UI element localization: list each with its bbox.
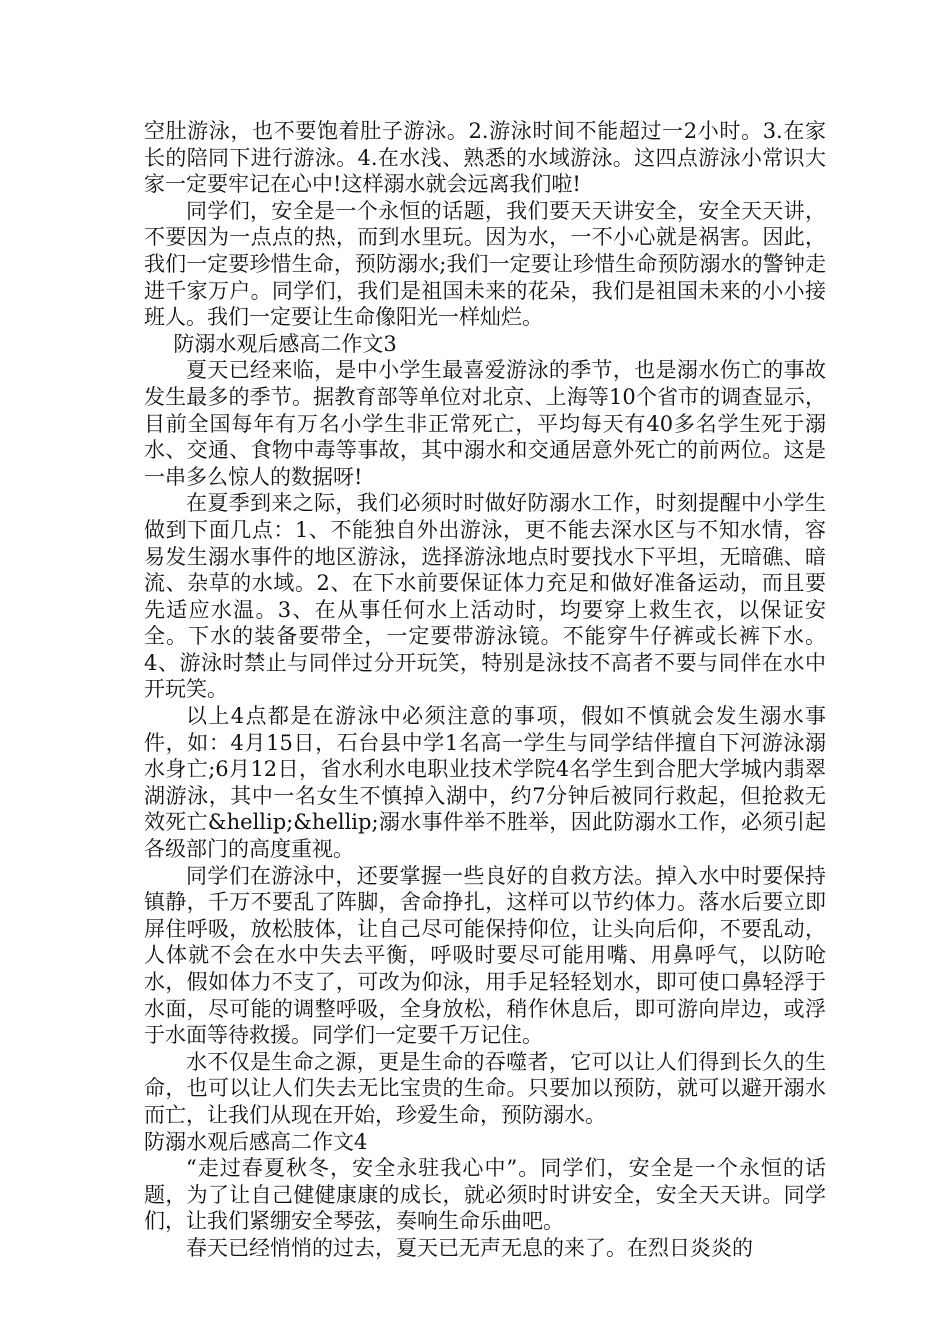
document-body	[144, 118, 826, 1262]
paragraph-water-life: 水不仅是生命之源，更是生命的吞噬者，它可以让人们得到长久的生命，也可以让人们失去无比宝贵的生命。只要加以预防，就可以避开溺水而亡，让我们从现在开始，珍爱生命，预防溺水。	[144, 1049, 826, 1127]
paragraph-four-seasons: “走过春夏秋冬，安全永驻我心中”。同学们，安全是一个永恒的话题，为了让自己健健康康的成长，就必须时时讲安全，安全天天讲。同学们，让我们紧绷安全琴弦，奏响生命乐曲吧。	[144, 1156, 826, 1234]
paragraph-prevention-points: 在夏季到来之际，我们必须时时做好防溺水工作，时刻提醒中小学生做到下面几点：1、不能独自外出游泳，更不能去深水区与不知水情，容易发生溺水事件的地区游泳，选择游泳地点时要找水下平坦，无暗礁、暗流、杂草的水域。2、在下水前要保证体力充足和做好准备运动，而且要先适应水温。3、在从事任何水上活动时，均要穿上救生衣，以保证安全。下水的装备要带全，一定要带游泳镜。不能穿牛仔裤或长裤下水。4、游泳时禁止与同伴过分开玩笑，特别是泳技不高者不要与同伴在水中开玩笑。	[144, 491, 826, 702]
paragraph-swim-tips: 空肚游泳，也不要饱着肚子游泳。2.游泳时间不能超过一2小时。3.在家长的陪同下进行游泳。4.在水浅、熟悉的水域游泳。这四点游泳小常识大家一定要牢记在心中!这样溺水就会远离我们啦!	[144, 119, 826, 197]
paragraph-spring-summer: 春天已经悄悄的过去，夏天已无声无息的来了。在烈日炎炎的	[186, 1235, 753, 1260]
essay-heading-3: 防溺水观后感高二作文3	[173, 331, 397, 356]
paragraph-summer-statistics: 夏天已经来临，是中小学生最喜爱游泳的季节，也是溺水伤亡的事故发生最多的季节。据教育部等单位对北京、上海等10个省市的调查显示，目前全国每年有万名小学生非正常死亡，平均每天有40多名学生死于溺水、交通、食物中毒等事故，其中溺水和交通居意外死亡的前两位。这是一串多么惊人的数据呀!	[144, 358, 826, 489]
essay-heading-4: 防溺水观后感高二作文4	[144, 1129, 368, 1154]
paragraph-self-rescue: 同学们在游泳中，还要掌握一些良好的自救方法。掉入水中时要保持镇静，千万不要乱了阵脚，舍命挣扎，这样可以节约体力。落水后要立即屏住呼吸，放松肢体，让自己尽可能保持仰位，让头向后仰，不要乱动，人体就不会在水中失去平衡，呼吸时要尽可能用嘴、用鼻呼气，以防呛水，假如体力不支了，可改为仰泳，用手足轻轻划水，即可使口鼻轻浮于水面，尽可能的调整呼吸，全身放松，稍作休息后，即可游向岸边，或浮于水面等待救援。同学们一定要千万记住。	[144, 863, 826, 1048]
paragraph-safety-topic: 同学们，安全是一个永恒的话题，我们要天天讲安全，安全天天讲，不要因为一点点的热，而到水里玩。因为水，一不小心就是祸害。因此，我们一定要珍惜生命，预防溺水;我们一定要让珍惜生命预防溺水的警钟走进千家万户。同学们，我们是祖国未来的花朵，我们是祖国未来的小小接班人。我们一定要让生命像阳光一样灿烂。	[144, 198, 826, 330]
paragraph-drowning-incidents: 以上4点都是在游泳中必须注意的事项，假如不慎就会发生溺水事件，如：4月15日，石台县中学1名高一学生与同学结伴擅自下河游泳溺水身亡;6月12日，省水利水电职业技术学院4名学生到合肥大学城内翡翠湖游泳，其中一名女生不慎掉入湖中，约7分钟后被同行救起，但抢救无效死亡&hellip;&hellip;溺水事件举不胜举，因此防溺水工作，必须引起各级部门的高度重视。	[144, 704, 826, 862]
